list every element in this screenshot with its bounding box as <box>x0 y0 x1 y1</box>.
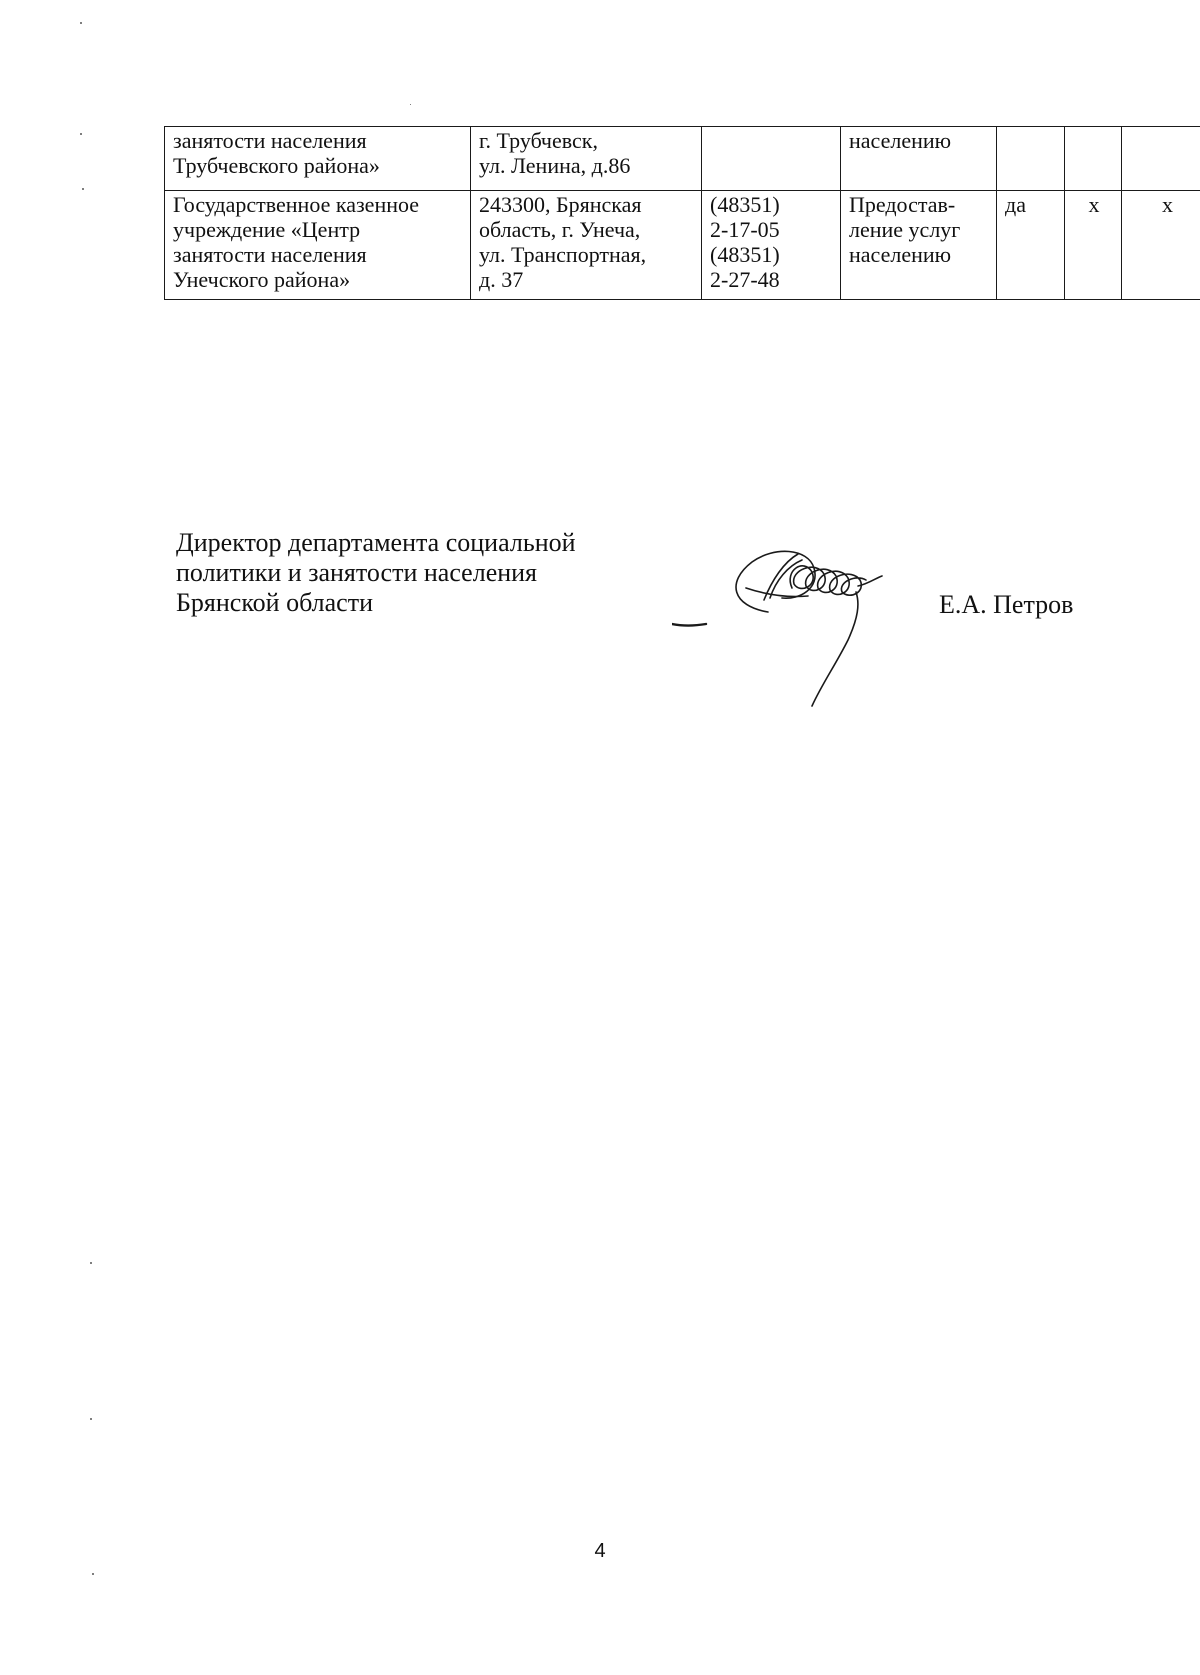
phone-cell <box>702 127 841 191</box>
flag-cell <box>1122 127 1200 191</box>
address-cell: 243300, Брянская область, г. Унеча, ул. Транспортная, д. 37 <box>471 191 702 300</box>
flag-cell: х <box>1065 191 1122 300</box>
position-line: политики и занятости населения <box>176 558 538 587</box>
table-row <box>165 191 1200 300</box>
scan-speck <box>80 133 82 135</box>
scan-speck <box>92 1573 94 1575</box>
flag-cell: да <box>997 191 1065 300</box>
flag-cell: х <box>1122 191 1200 300</box>
scan-speck <box>410 104 411 105</box>
institutions-table <box>164 126 1200 300</box>
address-cell: г. Трубчевск, ул. Ленина, д.86 <box>471 127 702 191</box>
flag-cell <box>1065 127 1122 191</box>
function-cell: населению <box>841 127 997 191</box>
position-line: Директор департамента социальной <box>176 528 576 557</box>
signatory-position <box>176 528 576 618</box>
position-line: Брянской области <box>176 588 373 617</box>
handwritten-signature <box>672 540 932 740</box>
table-row <box>165 127 1200 191</box>
scan-speck <box>90 1418 92 1420</box>
scan-speck <box>82 188 84 190</box>
institution-name-cell: занятости населения Трубчевского района» <box>165 127 471 191</box>
institution-name-cell: Государственное казенное учреждение «Центр занятости населения Унечского района» <box>165 191 471 300</box>
page-number: 4 <box>594 1540 606 1562</box>
phone-cell: (48351) 2-17-05 (48351) 2-27-48 <box>702 191 841 300</box>
function-cell: Предостав- ление услуг населению <box>841 191 997 300</box>
scan-speck <box>80 22 82 24</box>
signer-name: Е.А. Петров <box>939 590 1074 619</box>
flag-cell <box>997 127 1065 191</box>
scan-speck <box>90 1262 92 1264</box>
